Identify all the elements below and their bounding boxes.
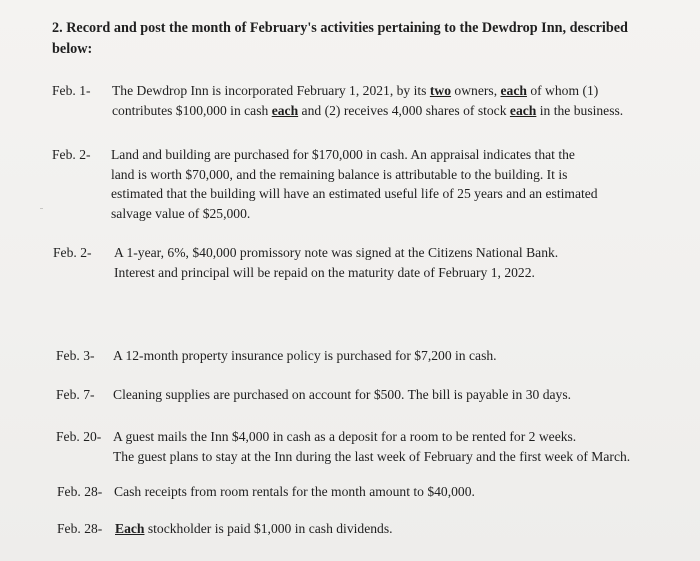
margin-smudge	[40, 208, 43, 209]
entry-date: Feb. 1-	[52, 83, 91, 98]
problem-title: 2. Record and post the month of February's activities pertaining to the Dewdrop Inn, described below:	[52, 20, 628, 57]
entry-text	[114, 243, 558, 282]
entry-line: Each stockholder is paid $1,000 in cash dividends.	[115, 521, 393, 536]
emphasis-word: each	[500, 83, 527, 98]
entry-line: Interest and principal will be repaid on the maturity date of February 1, 2022.	[114, 264, 535, 280]
entry-date: Feb. 28-	[57, 484, 103, 499]
emphasis-word: two	[429, 83, 452, 98]
entry-line: salvage value of $25,000.	[111, 205, 251, 221]
entry-line: land is worth $70,000, and the remaining balance is attributable to the building. It is	[111, 166, 568, 182]
entry-text	[115, 519, 393, 539]
emphasis-word: each	[509, 102, 537, 118]
entry-date: Feb. 28-	[57, 521, 103, 536]
emphasis-word: each	[271, 102, 299, 118]
entry-text	[113, 346, 497, 366]
entry-line: The guest plans to stay at the Inn during the last week of February and the first week of March.	[113, 448, 631, 464]
entry-line: A 1-year, 6%, $40,000 promissory note was signed at the Citizens National Bank.	[114, 245, 559, 260]
entry-line: A 12-month property insurance policy is purchased for $7,200 in cash.	[113, 348, 497, 363]
entry-line: The Dewdrop Inn is incorporated February 1, 2021, by its two owners, each of whom (1)	[112, 83, 599, 98]
entry-date: Feb. 3-	[56, 348, 95, 363]
entry-text	[111, 145, 598, 223]
entry-date: Feb. 2-	[53, 245, 92, 260]
entry-line: Land and building are purchased for $170,000 in cash. An appraisal indicates that the	[111, 147, 575, 162]
entry-text	[112, 81, 623, 120]
entry-line: estimated that the building will have an estimated useful life of 25 years and an estimated	[111, 186, 598, 201]
entry-date: Feb. 2-	[52, 147, 91, 162]
entry-line: Cash receipts from room rentals for the month amount to $40,000.	[114, 484, 475, 499]
entry-line: Cleaning supplies are purchased on account for $500. The bill is payable in 30 days.	[113, 387, 572, 402]
entry-text	[114, 482, 475, 502]
emphasis-word: Each	[115, 521, 145, 536]
entry-line: A guest mails the Inn $4,000 in cash as a deposit for a room to be rented for 2 weeks.	[113, 429, 577, 444]
entry-text	[113, 427, 630, 466]
entry-date: Feb. 20-	[56, 429, 102, 444]
entry-line: contributes $100,000 in cash each and (2) receives 4,000 shares of stock each in the business.	[112, 102, 624, 118]
entry-text	[113, 385, 571, 405]
entry-date: Feb. 7-	[56, 387, 95, 402]
